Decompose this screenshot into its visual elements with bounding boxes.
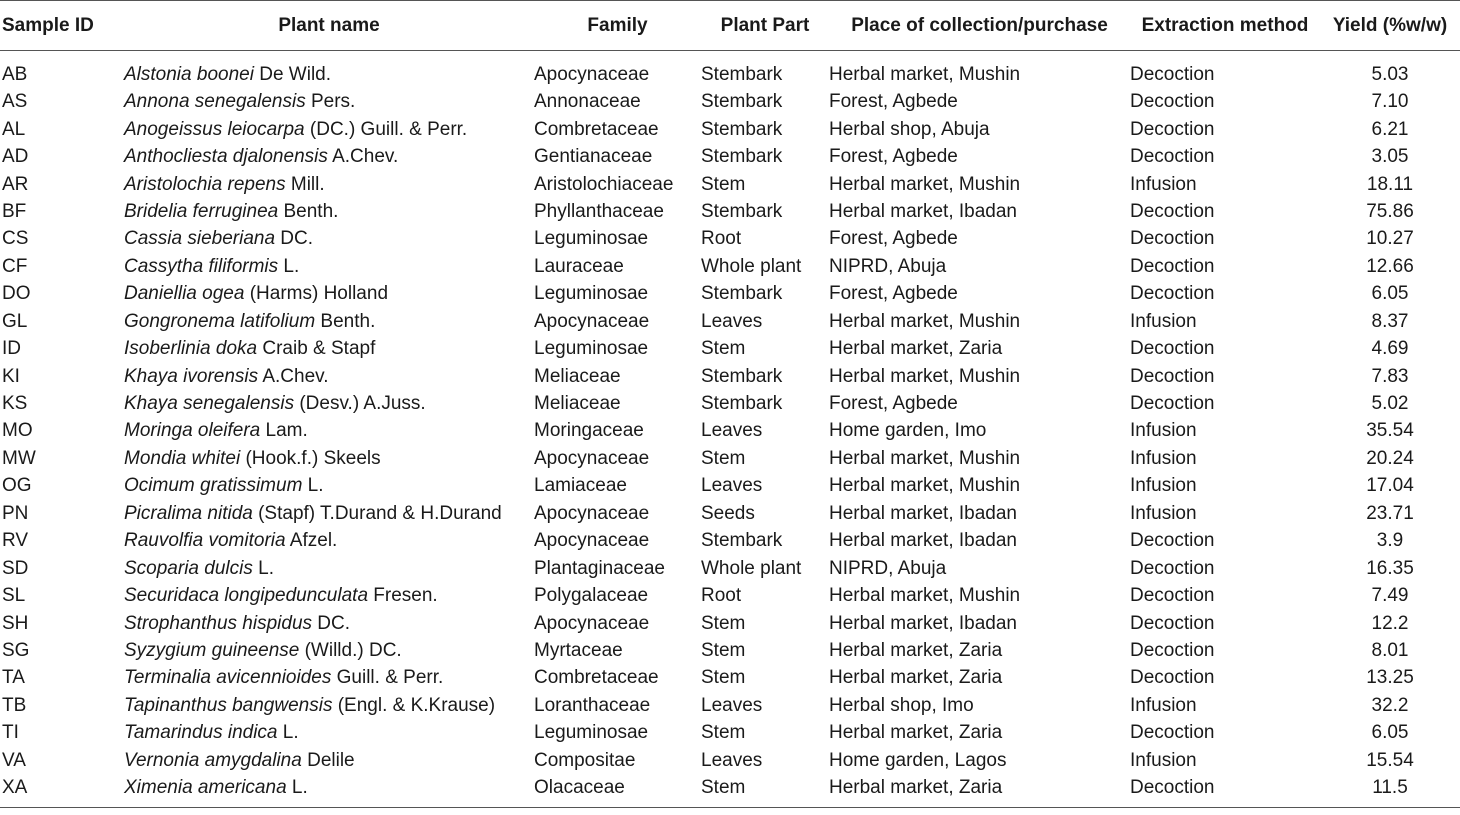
cell-family: Leguminosae [534, 283, 649, 305]
cell-extraction-method: Infusion [1130, 502, 1197, 524]
scientific-name: Khaya senegalensis [124, 393, 295, 415]
table-row [0, 198, 1460, 225]
cell-plant-name [124, 363, 534, 390]
cell-yield: 15.54 [1366, 749, 1414, 771]
cell-family: Moringaceae [534, 420, 644, 442]
cell-family: Apocynaceae [534, 502, 650, 524]
cell-place: Forest, Agbede [829, 91, 958, 113]
cell-yield: 23.71 [1366, 502, 1414, 524]
author-citation: L. [286, 776, 308, 798]
cell-extraction-method: Infusion [1130, 694, 1197, 716]
cell-plant-part: Leaves [701, 694, 763, 716]
cell-yield: 75.86 [1366, 200, 1414, 222]
cell-sample-id: SH [2, 612, 29, 634]
cell-plant-part: Leaves [701, 310, 763, 332]
cell-yield: 17.04 [1366, 475, 1414, 497]
cell-plant-part: Stem [701, 639, 746, 661]
author-citation: Lam. [260, 420, 308, 442]
cell-plant-part: Seeds [701, 502, 755, 524]
cell-plant-name [124, 500, 534, 527]
scientific-name: Anogeissus leiocarpa [124, 118, 305, 140]
scientific-name: Bridelia ferruginea [124, 200, 279, 222]
cell-sample-id: MW [2, 447, 36, 469]
cell-sample-id: TB [2, 694, 27, 716]
table-row [0, 281, 1460, 308]
table-row [0, 418, 1460, 445]
cell-extraction-method: Decoction [1130, 722, 1215, 744]
scientific-name: Strophanthus hispidus [124, 612, 313, 634]
header-extraction-method: Extraction method [1130, 1, 1320, 51]
cell-plant-name [124, 198, 534, 225]
cell-sample-id: AR [2, 173, 29, 195]
author-citation: Benth. [315, 310, 376, 332]
table-row [0, 308, 1460, 335]
cell-sample-id: AD [2, 146, 29, 168]
cell-plant-part: Root [701, 585, 742, 607]
cell-plant-name [124, 281, 534, 308]
cell-sample-id: CS [2, 228, 29, 250]
cell-extraction-method: Infusion [1130, 173, 1197, 195]
author-citation: Benth. [278, 200, 339, 222]
cell-family: Leguminosae [534, 228, 649, 250]
cell-extraction-method: Infusion [1130, 447, 1197, 469]
table-body [0, 51, 1460, 808]
cell-extraction-method: Decoction [1130, 146, 1215, 168]
scientific-name: Scoparia dulcis [124, 557, 253, 579]
author-citation: (Hook.f.) Skeels [240, 447, 381, 469]
scientific-name: Rauvolfia vomitoria [124, 530, 286, 552]
cell-plant-part: Stembark [701, 393, 783, 415]
cell-yield: 7.10 [1371, 91, 1409, 113]
cell-place: Herbal market, Ibadan [829, 612, 1017, 634]
cell-extraction-method: Infusion [1130, 475, 1197, 497]
cell-plant-name [124, 253, 534, 280]
header-plant-part: Plant Part [701, 1, 829, 51]
scientific-name: Daniellia ogea [124, 283, 245, 305]
cell-place: Home garden, Imo [829, 420, 987, 442]
cell-plant-part: Stembark [701, 146, 783, 168]
cell-extraction-method: Decoction [1130, 639, 1215, 661]
cell-extraction-method: Decoction [1130, 530, 1215, 552]
cell-extraction-method: Decoction [1130, 283, 1215, 305]
cell-yield: 20.24 [1366, 447, 1414, 469]
scientific-name: Ocimum gratissimum [124, 475, 303, 497]
cell-extraction-method: Decoction [1130, 91, 1215, 113]
author-citation: A.Chev. [327, 146, 399, 168]
table-row [0, 390, 1460, 417]
table-row [0, 171, 1460, 198]
table-row [0, 555, 1460, 582]
cell-plant-part: Stem [701, 722, 746, 744]
cell-place: NIPRD, Abuja [829, 557, 947, 579]
cell-family: Leguminosae [534, 338, 649, 360]
table-row [0, 774, 1460, 807]
cell-sample-id: AS [2, 91, 28, 113]
author-citation: DC. [275, 228, 314, 250]
cell-yield: 6.05 [1371, 722, 1409, 744]
cell-place: Forest, Agbede [829, 146, 958, 168]
scientific-name: Anthocliesta djalonensis [124, 146, 328, 168]
cell-place: Herbal market, Zaria [829, 639, 1003, 661]
cell-yield: 3.05 [1371, 146, 1409, 168]
cell-sample-id: DO [2, 283, 31, 305]
cell-place: Herbal shop, Imo [829, 694, 974, 716]
cell-family: Apocynaceae [534, 64, 650, 86]
cell-place: Herbal market, Ibadan [829, 530, 1017, 552]
cell-sample-id: CF [2, 255, 28, 277]
cell-plant-part: Whole plant [701, 255, 802, 277]
cell-plant-part: Stem [701, 774, 829, 807]
cell-plant-name [124, 637, 534, 664]
scientific-name: Tapinanthus bangwensis [124, 694, 333, 716]
cell-plant-part: Stem [701, 173, 746, 195]
cell-sample-id: SL [2, 585, 26, 607]
cell-extraction-method: Infusion [1130, 749, 1197, 771]
author-citation: Delile [301, 749, 355, 771]
cell-place: Forest, Agbede [829, 393, 958, 415]
table-row [0, 692, 1460, 719]
table-row [0, 473, 1460, 500]
cell-plant-part: Whole plant [701, 557, 802, 579]
author-citation: Guill. & Perr. [331, 667, 444, 689]
header-sample-id: Sample ID [0, 1, 124, 51]
cell-extraction-method: Decoction [1130, 393, 1215, 415]
cell-sample-id: RV [2, 530, 29, 552]
cell-yield: 3.9 [1376, 530, 1404, 552]
cell-sample-id: TI [2, 722, 19, 744]
table-row [0, 528, 1460, 555]
cell-family: Phyllanthaceae [534, 200, 664, 222]
cell-plant-name [124, 665, 534, 692]
author-citation: (Stapf) T.Durand & H.Durand [252, 502, 502, 524]
author-citation: L. [277, 722, 299, 744]
table-row [0, 665, 1460, 692]
table-row [0, 637, 1460, 664]
cell-yield: 12.66 [1366, 255, 1414, 277]
cell-yield: 7.83 [1371, 365, 1409, 387]
cell-family: Annonaceae [534, 91, 641, 113]
author-citation: Pers. [305, 91, 356, 113]
cell-family: Leguminosae [534, 722, 649, 744]
cell-plant-part: Stembark [701, 118, 783, 140]
scientific-name: Annona senegalensis [124, 91, 306, 113]
cell-plant-name [124, 774, 534, 807]
author-citation: DC. [312, 612, 351, 634]
cell-plant-part: Root [701, 228, 742, 250]
cell-place: Herbal market, Ibadan [829, 502, 1017, 524]
cell-yield: 10.27 [1366, 228, 1414, 250]
cell-family: Plantaginaceae [534, 557, 665, 579]
scientific-name: Gongronema latifolium [124, 310, 316, 332]
cell-plant-part: Leaves [701, 475, 763, 497]
table-row [0, 747, 1460, 774]
cell-extraction-method: Decoction [1130, 774, 1320, 807]
cell-extraction-method: Decoction [1130, 118, 1215, 140]
cell-extraction-method: Decoction [1130, 200, 1215, 222]
scientific-name: Vernonia amygdalina [124, 749, 302, 771]
table-header [0, 1, 1460, 51]
table-row [0, 335, 1460, 362]
header-family: Family [534, 1, 701, 51]
cell-plant-name [124, 143, 534, 170]
cell-plant-name [124, 335, 534, 362]
author-citation: L. [302, 475, 324, 497]
author-citation: A.Chev. [258, 365, 329, 387]
cell-yield: 8.01 [1371, 639, 1409, 661]
scientific-name: Khaya ivorensis [124, 365, 259, 387]
cell-place: Home garden, Lagos [829, 749, 1007, 771]
cell-place: Herbal market, Mushin [829, 173, 1021, 195]
cell-plant-name [124, 418, 534, 445]
cell-extraction-method: Decoction [1130, 64, 1215, 86]
cell-yield: 8.37 [1371, 310, 1409, 332]
scientific-name: Moringa oleifera [124, 420, 261, 442]
cell-plant-name [124, 610, 534, 637]
author-citation: Mill. [285, 173, 325, 195]
cell-plant-name [124, 582, 534, 609]
cell-family: Compositae [534, 749, 636, 771]
cell-sample-id: SD [2, 557, 29, 579]
scientific-name: Isoberlinia doka [124, 338, 258, 360]
cell-place: Herbal market, Mushin [829, 64, 1021, 86]
cell-plant-part: Stembark [701, 91, 783, 113]
header-row [0, 1, 1460, 51]
cell-sample-id: XA [0, 774, 124, 807]
cell-family: Lamiaceae [534, 475, 627, 497]
cell-plant-name [124, 89, 534, 116]
author-citation: (Harms) Holland [244, 283, 389, 305]
cell-sample-id: TA [2, 667, 25, 689]
cell-plant-name [124, 171, 534, 198]
cell-extraction-method: Decoction [1130, 667, 1215, 689]
author-citation: De Wild. [253, 64, 332, 86]
cell-sample-id: KS [2, 393, 28, 415]
scientific-name: Aristolochia repens [124, 173, 286, 195]
cell-sample-id: MO [2, 420, 33, 442]
cell-family: Olacaceae [534, 774, 701, 807]
cell-plant-name [124, 390, 534, 417]
cell-sample-id: ID [2, 338, 21, 360]
author-citation: (Willd.) DC. [299, 639, 402, 661]
cell-family: Apocynaceae [534, 530, 650, 552]
cell-sample-id: AB [2, 64, 28, 86]
table-row [0, 143, 1460, 170]
cell-plant-part: Stembark [701, 530, 783, 552]
cell-family: Apocynaceae [534, 447, 650, 469]
scientific-name: Terminalia avicennioides [124, 667, 332, 689]
cell-family: Lauraceae [534, 255, 624, 277]
author-citation: L. [252, 557, 274, 579]
cell-plant-name [124, 308, 534, 335]
cell-plant-name [124, 528, 534, 555]
author-citation: (Engl. & K.Krause) [332, 694, 496, 716]
table-row [0, 363, 1460, 390]
author-citation: (Desv.) A.Juss. [294, 393, 426, 415]
scientific-name: Tamarindus indica [124, 722, 278, 744]
cell-yield: 6.05 [1371, 283, 1409, 305]
cell-family: Meliaceae [534, 365, 621, 387]
cell-family: Myrtaceae [534, 639, 623, 661]
cell-place: Herbal market, Zaria [829, 667, 1003, 689]
cell-plant-part: Stembark [701, 365, 783, 387]
cell-place: Herbal market, Mushin [829, 475, 1021, 497]
cell-plant-name [124, 51, 534, 89]
table-row [0, 89, 1460, 116]
cell-place: Forest, Agbede [829, 228, 958, 250]
cell-plant-part: Leaves [701, 749, 763, 771]
cell-extraction-method: Decoction [1130, 338, 1215, 360]
cell-plant-name [124, 720, 534, 747]
cell-place: Herbal market, Zaria [829, 722, 1003, 744]
cell-plant-part: Stembark [701, 64, 783, 86]
scientific-name: Picralima nitida [124, 502, 253, 524]
cell-plant-name [124, 692, 534, 719]
table-row [0, 610, 1460, 637]
cell-yield: 16.35 [1366, 557, 1414, 579]
cell-place: Herbal market, Mushin [829, 447, 1021, 469]
cell-plant-name [124, 747, 534, 774]
cell-yield: 35.54 [1366, 420, 1414, 442]
cell-sample-id: SG [2, 639, 30, 661]
author-citation: Fresen. [368, 585, 438, 607]
cell-family: Apocynaceae [534, 310, 650, 332]
cell-extraction-method: Infusion [1130, 420, 1197, 442]
cell-family: Polygalaceae [534, 585, 649, 607]
cell-family: Aristolochiaceae [534, 173, 674, 195]
cell-sample-id: PN [2, 502, 29, 524]
cell-plant-name [124, 226, 534, 253]
cell-place: NIPRD, Abuja [829, 255, 947, 277]
cell-plant-part: Stem [701, 338, 746, 360]
table-row [0, 445, 1460, 472]
cell-plant-part: Stem [701, 612, 746, 634]
scientific-name: Cassytha filiformis [124, 255, 279, 277]
header-plant-name: Plant name [124, 1, 534, 51]
cell-family: Loranthaceae [534, 694, 651, 716]
cell-extraction-method: Decoction [1130, 365, 1215, 387]
table-row [0, 582, 1460, 609]
author-citation: L. [278, 255, 300, 277]
scientific-name: Cassia sieberiana [124, 228, 276, 250]
cell-family: Apocynaceae [534, 612, 650, 634]
cell-sample-id: OG [2, 475, 32, 497]
cell-family: Combretaceae [534, 118, 659, 140]
cell-sample-id: VA [2, 749, 26, 771]
cell-sample-id: GL [2, 310, 28, 332]
cell-plant-name [124, 116, 534, 143]
author-citation: Craib & Stapf [257, 338, 376, 360]
table-row [0, 253, 1460, 280]
cell-sample-id: AL [2, 118, 26, 140]
table-row [0, 51, 1460, 89]
cell-family: Meliaceae [534, 393, 621, 415]
cell-place: Herbal market, Mushin [829, 310, 1021, 332]
cell-extraction-method: Decoction [1130, 585, 1215, 607]
cell-plant-name [124, 473, 534, 500]
cell-yield: 6.21 [1371, 118, 1409, 140]
cell-sample-id: KI [2, 365, 20, 387]
cell-extraction-method: Decoction [1130, 612, 1215, 634]
scientific-name: Ximenia americana [124, 776, 287, 798]
cell-extraction-method: Decoction [1130, 255, 1215, 277]
cell-extraction-method: Decoction [1130, 228, 1215, 250]
author-citation: (DC.) Guill. & Perr. [304, 118, 468, 140]
cell-place: Herbal market, Zaria [829, 774, 1130, 807]
author-citation: Afzel. [285, 530, 338, 552]
scientific-name: Syzygium guineense [124, 639, 300, 661]
cell-yield: 18.11 [1366, 173, 1414, 195]
cell-plant-part: Leaves [701, 420, 763, 442]
cell-yield: 5.02 [1371, 393, 1409, 415]
cell-yield: 13.25 [1366, 667, 1414, 689]
table-row [0, 116, 1460, 143]
table-row [0, 500, 1460, 527]
cell-place: Forest, Agbede [829, 283, 958, 305]
cell-family: Combretaceae [534, 667, 659, 689]
table-row [0, 226, 1460, 253]
cell-plant-part: Stem [701, 447, 746, 469]
cell-plant-part: Stembark [701, 200, 783, 222]
cell-extraction-method: Infusion [1130, 310, 1197, 332]
header-place: Place of collection/purchase [829, 1, 1130, 51]
cell-plant-part: Stem [701, 667, 746, 689]
cell-plant-name [124, 445, 534, 472]
cell-yield: 12.2 [1371, 612, 1409, 634]
scientific-name: Securidaca longipedunculata [124, 585, 369, 607]
cell-yield: 5.03 [1371, 64, 1409, 86]
cell-place: Herbal market, Zaria [829, 338, 1003, 360]
cell-place: Herbal market, Mushin [829, 585, 1021, 607]
scientific-name: Mondia whitei [124, 447, 241, 469]
cell-plant-name [124, 555, 534, 582]
cell-family: Gentianaceae [534, 146, 653, 168]
scientific-name: Alstonia boonei [124, 64, 254, 86]
cell-sample-id: BF [2, 200, 27, 222]
table-row [0, 720, 1460, 747]
cell-yield: 32.2 [1371, 694, 1409, 716]
header-yield: Yield (%w/w) [1320, 1, 1460, 51]
cell-plant-part: Stembark [701, 283, 783, 305]
cell-yield: 7.49 [1371, 585, 1409, 607]
cell-place: Herbal shop, Abuja [829, 118, 990, 140]
cell-yield: 4.69 [1371, 338, 1409, 360]
cell-extraction-method: Decoction [1130, 557, 1215, 579]
cell-place: Herbal market, Ibadan [829, 200, 1017, 222]
cell-place: Herbal market, Mushin [829, 365, 1021, 387]
cell-yield: 11.5 [1320, 774, 1460, 807]
